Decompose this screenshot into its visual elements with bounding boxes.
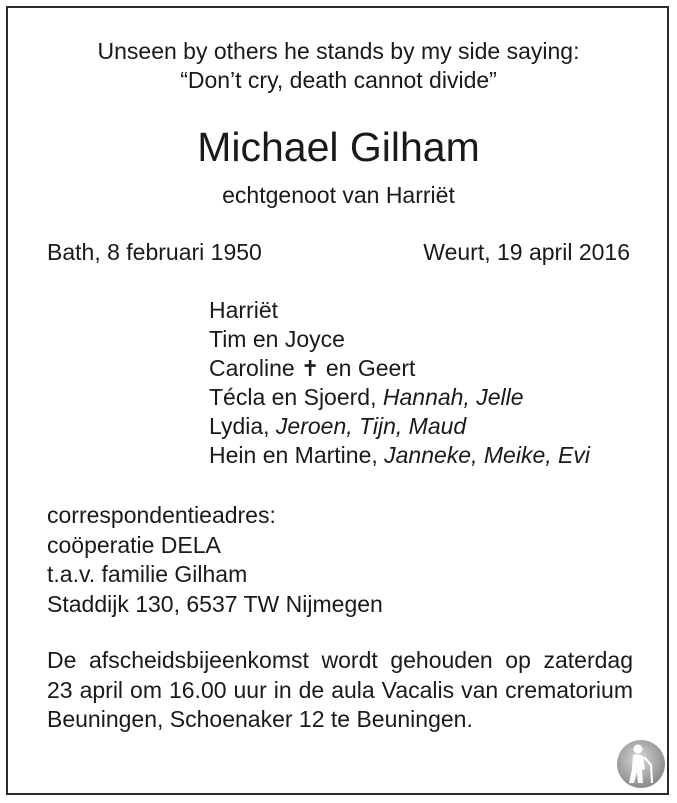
family-names: Tim en Joyce <box>209 326 345 352</box>
family-member <box>209 412 590 441</box>
family-names: en Geert <box>325 355 416 381</box>
address-line: t.a.v. familie Gilham <box>47 561 248 587</box>
death-place-date: Weurt, 19 april 2016 <box>423 239 630 265</box>
family-member <box>209 441 590 470</box>
birth-place-date: Bath, 8 februari 1950 <box>47 239 262 265</box>
address-line: coöperatie DELA <box>47 531 221 558</box>
deceased-name: Michael Gilham <box>197 124 480 170</box>
address-line: correspondentieadres: <box>47 502 276 528</box>
grandchildren-names: Janneke, Meike, Evi <box>384 442 590 468</box>
family-member <box>209 325 590 354</box>
motto-line-1: Unseen by others he stands by my side saying: <box>97 38 580 64</box>
family-names: Harriët <box>209 297 279 323</box>
family-names: Lydia, <box>209 413 270 439</box>
motto-line-2: “Don’t cry, death cannot divide” <box>180 67 497 93</box>
address-line: Staddijk 130, 6537 TW Nijmegen <box>47 590 383 617</box>
figure-with-cane-logo-icon <box>616 739 666 789</box>
family-names: Técla en Sjoerd, <box>209 384 377 410</box>
family-list <box>209 296 590 470</box>
family-member <box>209 296 590 325</box>
family-member <box>209 354 590 383</box>
grandchildren-names: Jeroen, Tijn, Maud <box>275 413 467 439</box>
cross-icon: ✝ <box>301 356 320 381</box>
family-names: Caroline <box>209 355 295 381</box>
service-announcement: De afscheidsbijeenkomst wordt gehouden op zaterdag 23 april om 16.00 uur in de aula Vacalis van crematorium Beuningen, Schoenaker 12 te Beuningen. <box>47 647 633 732</box>
grandchildren-names: Hannah, Jelle <box>382 384 524 410</box>
spouse-relation: echtgenoot van Harriët <box>222 182 455 208</box>
correspondence-address <box>47 501 383 619</box>
family-names: Hein en Martine, <box>209 442 378 468</box>
family-member <box>209 383 590 412</box>
